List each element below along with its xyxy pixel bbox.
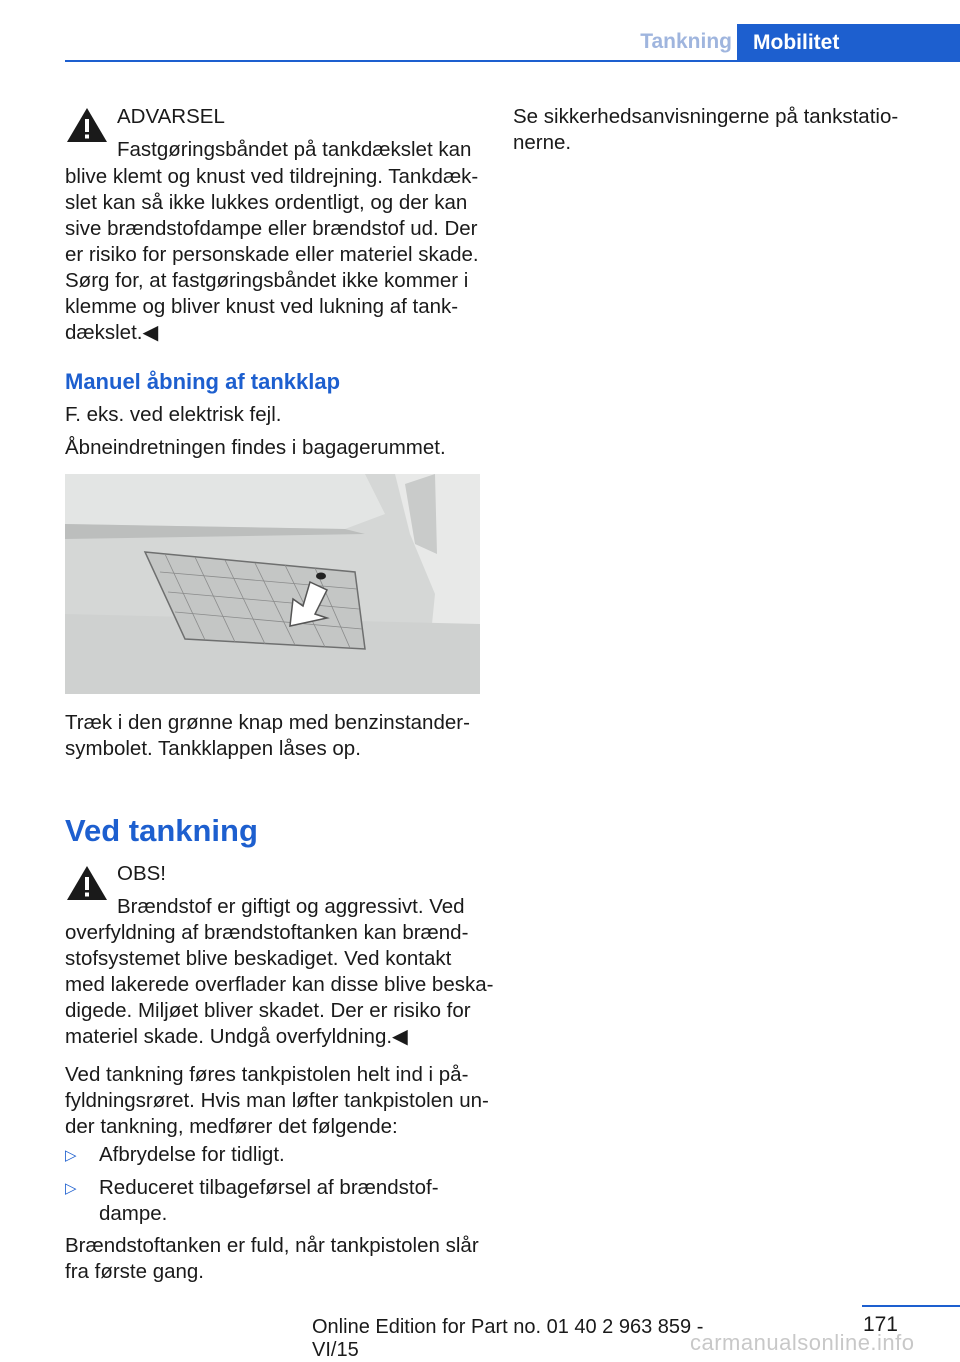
watermark: carmanualsonline.info (690, 1330, 915, 1355)
manual-opening-heading: Manuel åbning af tankklap (65, 369, 341, 394)
bullet-triangle-icon: ▷ (65, 1180, 77, 1197)
warning1-line: klemme og bliver knust ved lukning af tank- (65, 295, 459, 318)
warning-triangle-icon (65, 864, 109, 902)
header-tab-chapter[interactable]: Mobilitet (737, 24, 960, 62)
bullet-triangle-icon: ▷ (65, 1147, 77, 1164)
warning2-title: OBS! (117, 862, 166, 885)
warning1-line: dækslet.◀ (65, 321, 159, 344)
warning1-line: er risiko for personskade eller materiel skade. (65, 243, 479, 266)
footer-rule (862, 1305, 960, 1307)
warning1-line: blive klemt og knust ved tildrejning. Tankdæk- (65, 165, 479, 188)
body-paragraph: der tankning, medfører det følgende: (65, 1115, 398, 1138)
section-heading: Ved tankning (65, 813, 258, 848)
manual-opening-text: Åbneindretningen findes i bagagerummet. (65, 436, 446, 459)
body-paragraph: Ved tankning føres tankpistolen helt ind i på- (65, 1063, 469, 1086)
trunk-illustration (65, 474, 480, 694)
trunk-release-figure (65, 474, 480, 694)
warning2-line: Brændstof er giftigt og aggressivt. Ved (117, 895, 465, 918)
header-tab-section[interactable]: Tankning (640, 30, 732, 53)
figure-caption: Træk i den grønne knap med benzinstander- (65, 711, 470, 734)
warning1-line: Fastgøringsbåndet på tankdækslet kan (117, 138, 472, 161)
right-column-text: Se sikkerhedsanvisningerne på tankstatio- (513, 105, 899, 128)
warning2-line: overfyldning af brændstoftanken kan brænd- (65, 921, 469, 944)
warning1-line: Sørg for, at fastgøringsbåndet ikke kommer i (65, 269, 469, 292)
figure-caption: symbolet. Tankklappen låses op. (65, 737, 361, 760)
manual-opening-text: F. eks. ved elektrisk fejl. (65, 403, 282, 426)
body-paragraph: fyldningsrøret. Hvis man løfter tankpistolen un- (65, 1089, 489, 1112)
warning2-line: materiel skade. Undgå overfyldning.◀ (65, 1025, 408, 1048)
warning2-line: med lakerede overflader kan disse blive beska- (65, 973, 494, 996)
page-number: 171 (862, 1313, 898, 1336)
edition-info: Online Edition for Part no. 01 40 2 963 859 - VI/15 (312, 1316, 704, 1361)
body-paragraph: fra første gang. (65, 1260, 205, 1283)
list-item: Afbrydelse for tidligt. (99, 1143, 285, 1166)
warning1-title: ADVARSEL (117, 105, 225, 128)
warning1-line: slet kan så ikke lukkes ordentligt, og der kan (65, 191, 468, 214)
warning2-line: stofsystemet blive beskadiget. Ved kontakt (65, 947, 452, 970)
warning2-line: digede. Miljøet bliver skadet. Der er risiko for (65, 999, 471, 1022)
list-item: dampe. (99, 1202, 168, 1225)
warning-triangle-icon (65, 106, 109, 144)
warning1-line: sive brændstofdampe eller brændstof ud. Der (65, 217, 478, 240)
right-column-text: nerne. (513, 131, 572, 154)
body-paragraph: Brændstoftanken er fuld, når tankpistolen slår (65, 1234, 479, 1257)
list-item: Reduceret tilbageførsel af brændstof- (99, 1176, 439, 1199)
header-rule (65, 60, 960, 62)
